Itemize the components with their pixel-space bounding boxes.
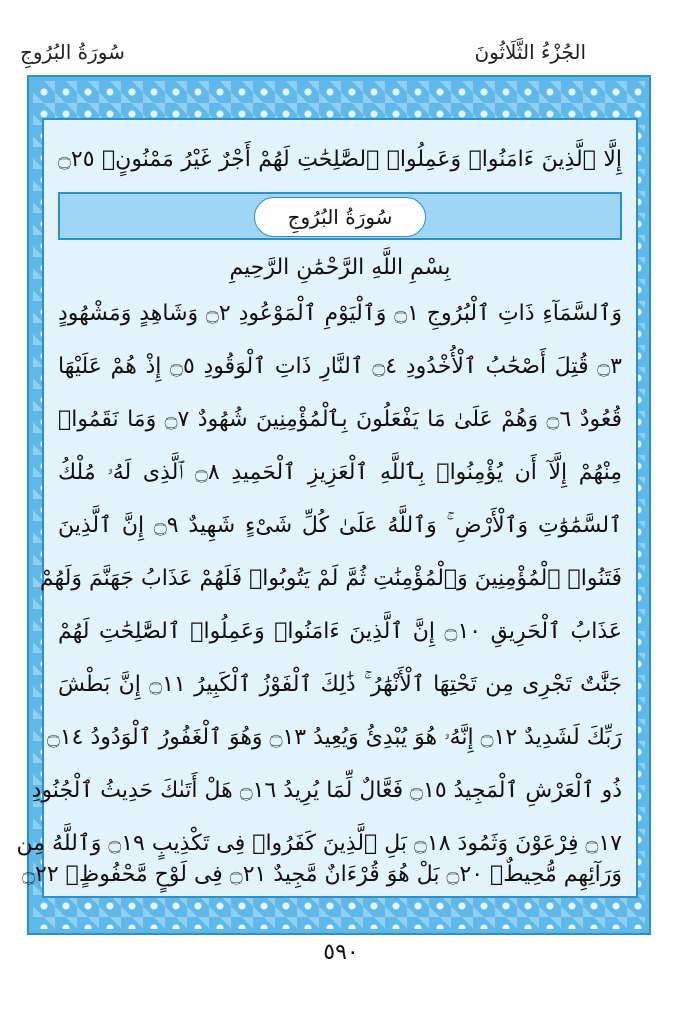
text-panel xyxy=(16,118,638,898)
basmala: بِسْمِ اللَّهِ الرَّحْمَٰنِ الرَّحِيمِ xyxy=(229,255,451,280)
surah-header: سُورَةُ البُرُوجِ xyxy=(20,40,125,64)
juz-header: الجُزْءُ الثَّلَاثُونَ xyxy=(474,40,586,64)
surah-banner xyxy=(58,192,622,240)
quran-line-1: إِلَّا ٱلَّذِينَ ءَامَنُوا۟ وَعَمِلُوا۟ ٱلصَّٰلِحَٰتِ لَهُمْ أَجْرٌ غَيْرُ مَمْنُونٍۭ ۝٢٥ xyxy=(58,147,622,172)
surah-title: سُورَةُ البُرُوجِ xyxy=(254,197,426,237)
quran-line-10: رَبِّكَ لَشَدِيدٌ ۝١٢ إِنَّهُۥ هُوَ يُبْدِئُ وَيُعِيدُ ۝١٣ وَهُوَ ٱلْغَفُورُ ٱلْوَدُودُ ۝١٤ xyxy=(46,725,622,750)
quran-line-12: ۝١٧ فِرْعَوْنَ وَثَمُودَ ۝١٨ بَلِ ٱلَّذِينَ كَفَرُوا۟ فِى تَكْذِيبٍ ۝١٩ وَٱللَّهُ مِن xyxy=(16,831,622,856)
quran-line-3: ۝٣ قُتِلَ أَصْحَٰبُ ٱلْأُخْدُودِ ۝٤ ٱلنَّارِ ذَاتِ ٱلْوَقُودِ ۝٥ إِذْ هُمْ عَلَيْهَا xyxy=(58,354,622,379)
quran-line-13: وَرَآئِهِم مُّحِيطٌۢ ۝٢٠ بَلْ هُوَ قُرْءَانٌ مَّجِيدٌ ۝٢١ فِى لَوْحٍ مَّحْفُوظٍۭ ۝٢٢ xyxy=(22,862,622,887)
quran-line-9: جَنَّٰتٌ تَجْرِى مِن تَحْتِهَا ٱلْأَنْهَٰرُ ۚ ذَٰلِكَ ٱلْفَوْزُ ٱلْكَبِيرُ ۝١١ إِنَّ بَطْشَ xyxy=(58,672,622,697)
quran-line-6: ٱلسَّمَٰوَٰتِ وَٱلْأَرْضِ ۚ وَٱللَّهُ عَلَىٰ كُلِّ شَىْءٍ شَهِيدٌ ۝٩ إِنَّ ٱلَّذِينَ xyxy=(58,513,622,538)
quran-line-4: قُعُودٌ ۝٦ وَهُمْ عَلَىٰ مَا يَفْعَلُونَ بِٱلْمُؤْمِنِينَ شُهُودٌ ۝٧ وَمَا نَقَمُوا۟ xyxy=(58,407,622,432)
quran-line-7: فَتَنُوا۟ ٱلْمُؤْمِنِينَ وَٱلْمُؤْمِنَٰتِ ثُمَّ لَمْ يَتُوبُوا۟ فَلَهُمْ عَذَابُ جَهَنَّمَ وَلَهُمْ xyxy=(39,566,622,591)
page-number: ٥٩٠ xyxy=(323,940,359,965)
quran-line-5: مِنْهُمْ إِلَّآ أَن يُؤْمِنُوا۟ بِٱللَّهِ ٱلْعَزِيزِ ٱلْحَمِيدِ ۝٨ ٱلَّذِى لَهُۥ مُلْكُ xyxy=(58,460,622,485)
quran-line-2: وَٱلسَّمَآءِ ذَاتِ ٱلْبُرُوجِ ۝١ وَٱلْيَوْمِ ٱلْمَوْعُودِ ۝٢ وَشَاهِدٍ وَمَشْهُودٍ xyxy=(58,301,622,326)
quran-line-11: ذُو ٱلْعَرْشِ ٱلْمَجِيدُ ۝١٥ فَعَّالٌ لِّمَا يُرِيدُ ۝١٦ هَلْ أَتَىٰكَ حَدِيثُ ٱلْجُنُودِ xyxy=(31,778,622,803)
quran-line-8: عَذَابُ ٱلْحَرِيقِ ۝١٠ إِنَّ ٱلَّذِينَ ءَامَنُوا۟ وَعَمِلُوا۟ ٱلصَّٰلِحَٰتِ لَهُمْ xyxy=(58,619,622,644)
